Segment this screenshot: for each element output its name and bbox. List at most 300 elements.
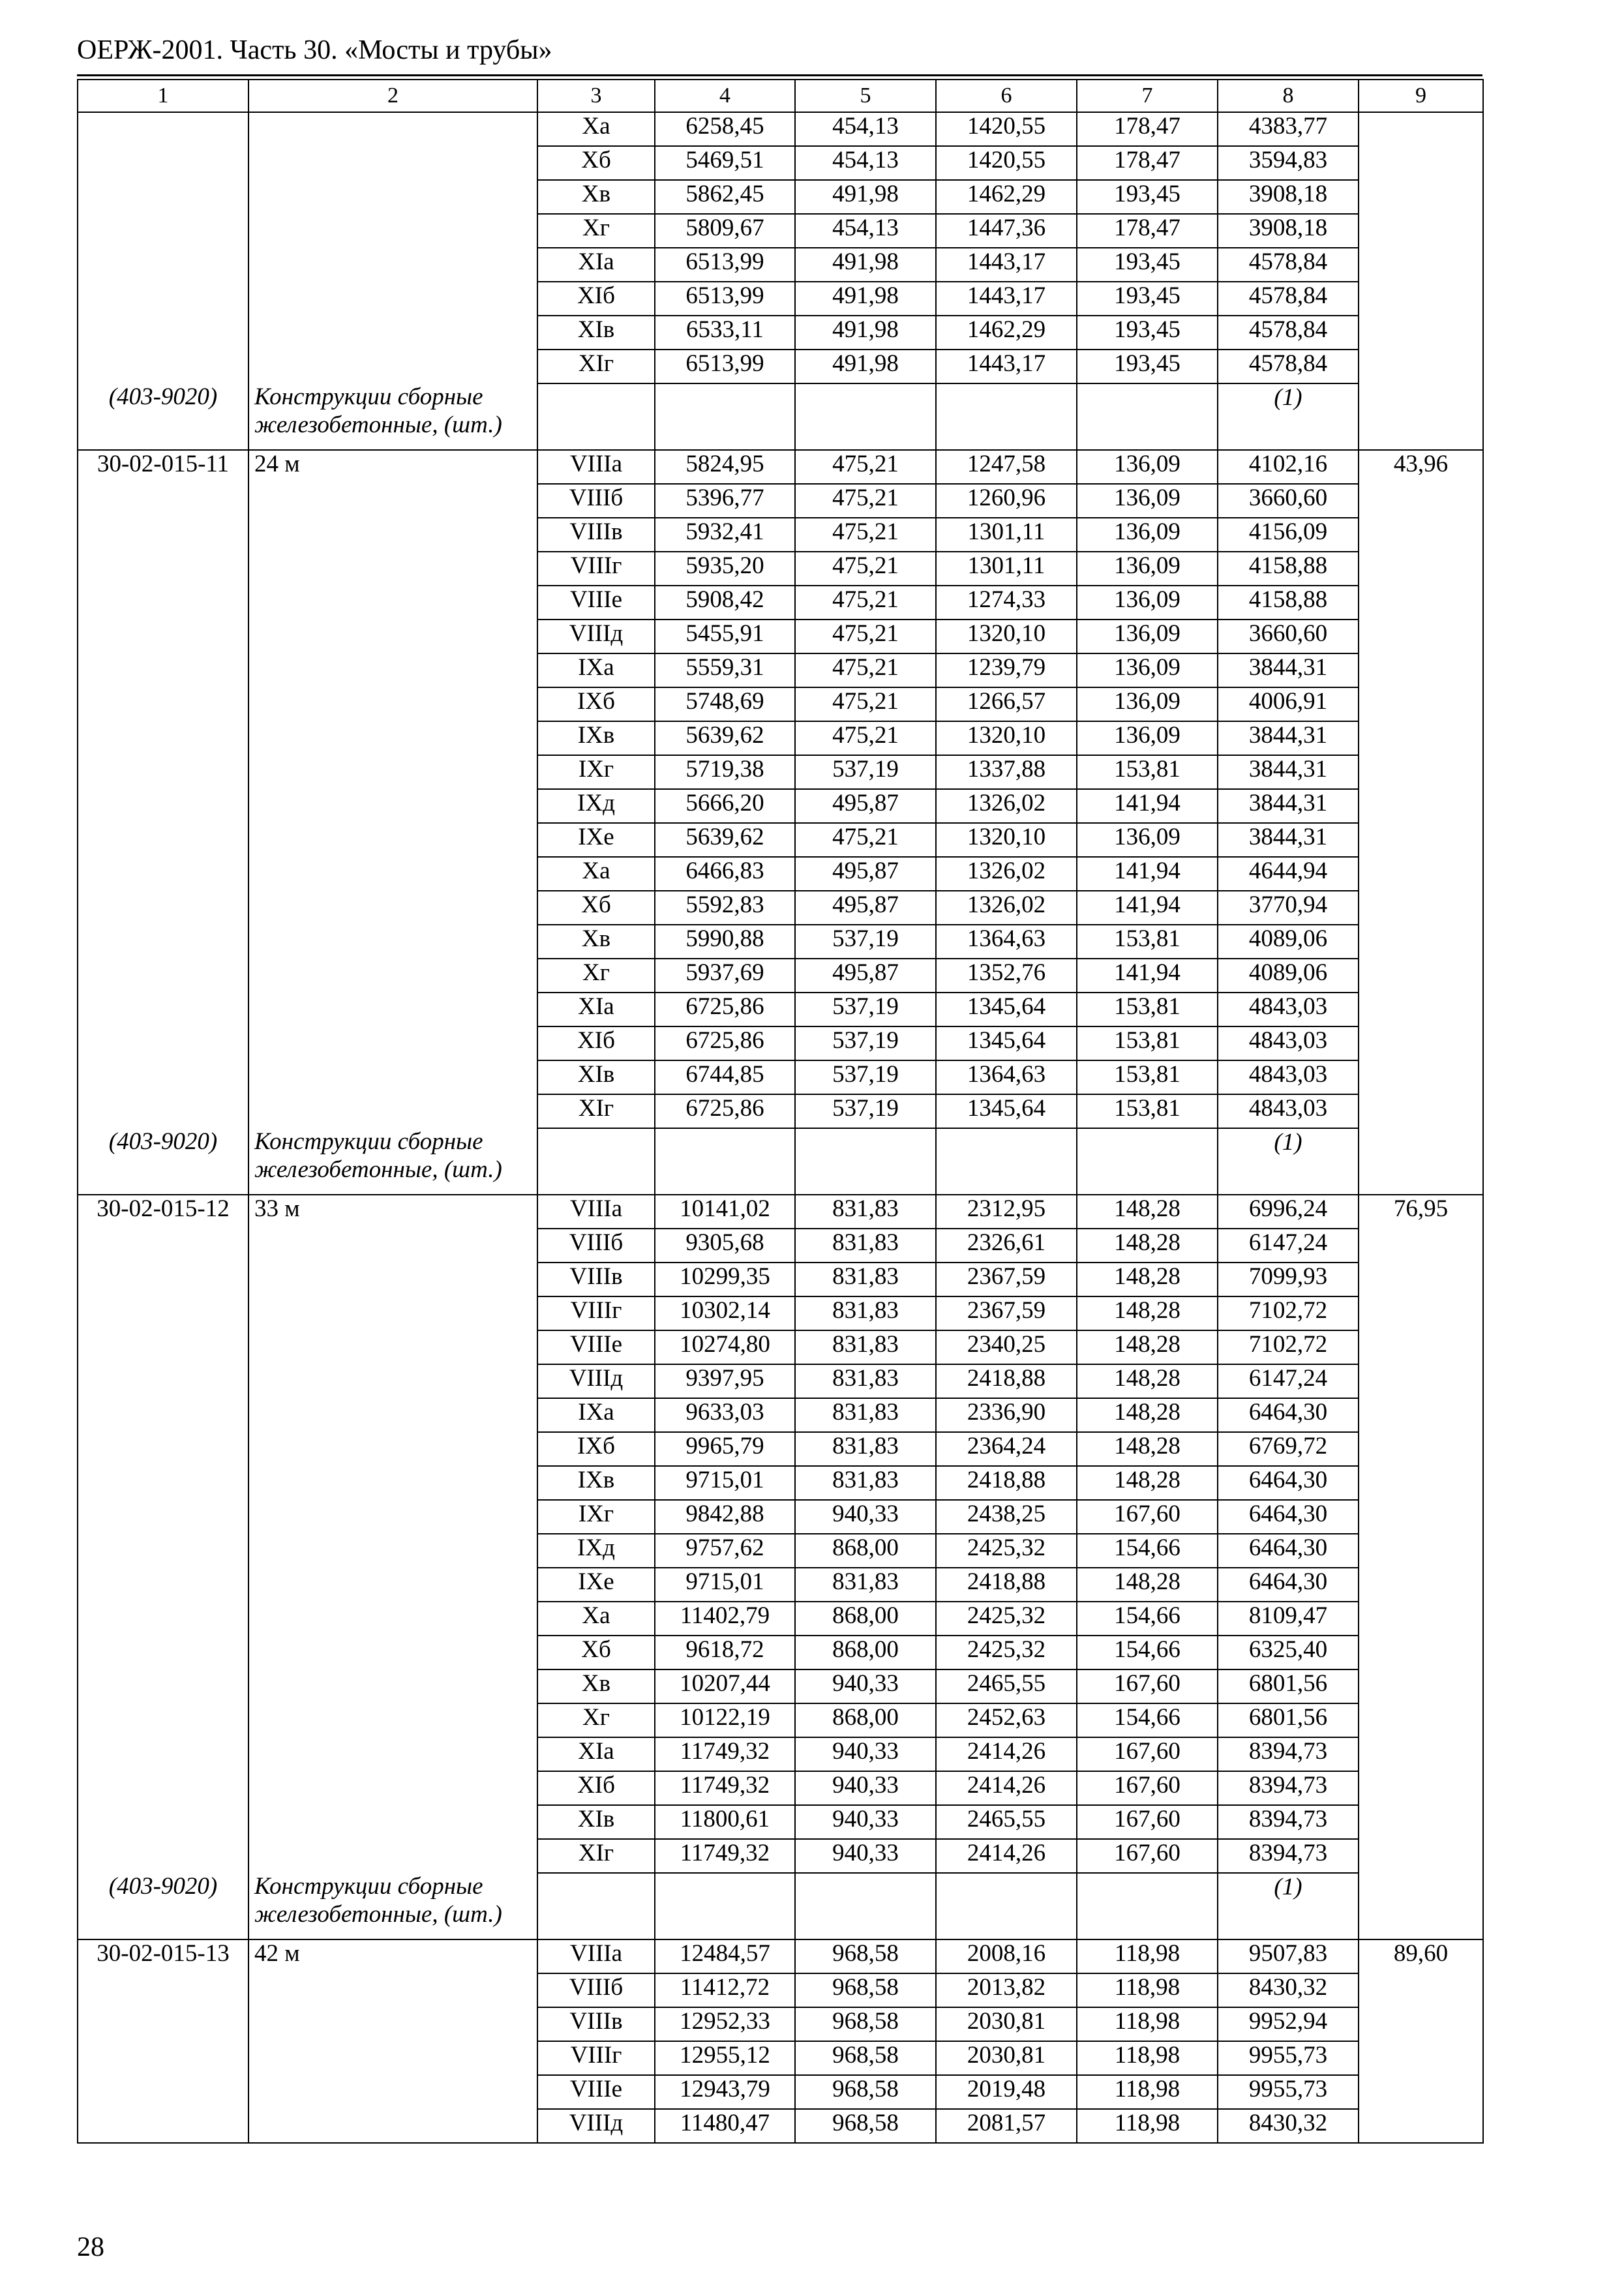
value-cell: 537,19	[795, 925, 936, 959]
value-cell: 4102,16	[1218, 450, 1359, 484]
column-number-cell: 1	[78, 80, 248, 112]
value-cell: 6513,99	[655, 282, 795, 316]
table-row	[78, 721, 1483, 755]
col9-cell	[1359, 1636, 1483, 1669]
col9-cell	[1359, 1805, 1483, 1839]
value-cell: 940,33	[795, 1737, 936, 1771]
value-cell: 2030,81	[936, 2007, 1077, 2041]
col9-cell	[1359, 2007, 1483, 2041]
empty-cell	[936, 1873, 1077, 1939]
rate-code-cell	[78, 1229, 248, 1263]
value-cell: 968,58	[795, 2007, 936, 2041]
empty-cell	[795, 383, 936, 450]
value-cell: 11749,32	[655, 1737, 795, 1771]
value-cell: 9618,72	[655, 1636, 795, 1669]
value-cell: IХг	[537, 755, 655, 789]
value-cell: ХIг	[537, 1839, 655, 1873]
value-cell: ХIа	[537, 1737, 655, 1771]
value-cell: 2336,90	[936, 1398, 1077, 1432]
value-cell: 4006,91	[1218, 687, 1359, 721]
value-cell: 1320,10	[936, 620, 1077, 653]
value-cell: 4578,84	[1218, 248, 1359, 282]
rate-name-cell	[248, 993, 537, 1026]
rate-name-cell	[248, 1636, 537, 1669]
value-cell: Хг	[537, 214, 655, 248]
rate-name-cell	[248, 1771, 537, 1805]
resource-qty-cell: (1)	[1218, 383, 1359, 450]
value-cell: 475,21	[795, 518, 936, 552]
value-cell: Хв	[537, 180, 655, 214]
value-cell: 6533,11	[655, 316, 795, 350]
table-row	[78, 1364, 1483, 1398]
rate-name-cell	[248, 925, 537, 959]
value-cell: 4578,84	[1218, 282, 1359, 316]
value-cell: 118,98	[1077, 2041, 1218, 2075]
rate-code-cell: 30-02-015-12	[78, 1195, 248, 1229]
col9-cell	[1359, 518, 1483, 552]
col9-cell	[1359, 925, 1483, 959]
col9-cell	[1359, 1973, 1483, 2007]
resource-qty-cell: (1)	[1218, 1128, 1359, 1195]
value-cell: 537,19	[795, 1060, 936, 1094]
col9-cell	[1359, 2109, 1483, 2143]
value-cell: 831,83	[795, 1364, 936, 1398]
value-cell: 12955,12	[655, 2041, 795, 2075]
value-cell: 193,45	[1077, 248, 1218, 282]
value-cell: VIIIд	[537, 2109, 655, 2143]
col9-cell	[1359, 1026, 1483, 1060]
value-cell: 2019,48	[936, 2075, 1077, 2109]
value-cell: 154,66	[1077, 1602, 1218, 1636]
value-cell: 940,33	[795, 1771, 936, 1805]
table-row	[78, 2109, 1483, 2143]
value-cell: 495,87	[795, 891, 936, 925]
col9-cell	[1359, 789, 1483, 823]
value-cell: 6513,99	[655, 350, 795, 383]
value-cell: 968,58	[795, 2109, 936, 2143]
value-cell: 12952,33	[655, 2007, 795, 2041]
col9-cell	[1359, 620, 1483, 653]
value-cell: 136,09	[1077, 552, 1218, 586]
value-cell: 193,45	[1077, 350, 1218, 383]
rate-name-cell	[248, 687, 537, 721]
rate-code-cell	[78, 1973, 248, 2007]
value-cell: 6996,24	[1218, 1195, 1359, 1229]
rate-name-cell	[248, 2109, 537, 2143]
col9-cell	[1359, 112, 1483, 146]
value-cell: VIIIб	[537, 484, 655, 518]
rates-table-container	[77, 79, 1482, 2144]
table-row	[78, 1330, 1483, 1364]
col9-cell	[1359, 1398, 1483, 1432]
value-cell: IХд	[537, 1534, 655, 1568]
value-cell: VIIIв	[537, 2007, 655, 2041]
column-number-cell: 5	[795, 80, 936, 112]
value-cell: 167,60	[1077, 1839, 1218, 1873]
value-cell: 1266,57	[936, 687, 1077, 721]
value-cell: 5862,45	[655, 180, 795, 214]
value-cell: 6769,72	[1218, 1432, 1359, 1466]
value-cell: 3844,31	[1218, 721, 1359, 755]
rate-name-cell	[248, 1398, 537, 1432]
value-cell: 537,19	[795, 1094, 936, 1128]
rate-name-cell	[248, 1094, 537, 1128]
value-cell: 148,28	[1077, 1229, 1218, 1263]
value-cell: 154,66	[1077, 1703, 1218, 1737]
value-cell: 148,28	[1077, 1466, 1218, 1500]
rate-name-cell	[248, 146, 537, 180]
table-row	[78, 450, 1483, 484]
rate-code-cell	[78, 2075, 248, 2109]
col9-cell	[1359, 823, 1483, 857]
value-cell: 1420,55	[936, 112, 1077, 146]
table-row	[78, 1703, 1483, 1737]
table-row	[78, 959, 1483, 993]
table-row	[78, 789, 1483, 823]
header-rule	[77, 74, 1482, 76]
value-cell: 454,13	[795, 214, 936, 248]
value-cell: 831,83	[795, 1432, 936, 1466]
rate-name-cell	[248, 620, 537, 653]
col9-cell	[1359, 755, 1483, 789]
value-cell: 2425,32	[936, 1602, 1077, 1636]
rate-code-cell	[78, 552, 248, 586]
value-cell: 193,45	[1077, 316, 1218, 350]
col9-cell	[1359, 1094, 1483, 1128]
value-cell: 118,98	[1077, 2007, 1218, 2041]
col9-cell	[1359, 959, 1483, 993]
value-cell: 2081,57	[936, 2109, 1077, 2143]
value-cell: 537,19	[795, 1026, 936, 1060]
value-cell: 475,21	[795, 586, 936, 620]
table-row	[78, 1636, 1483, 1669]
col9-cell	[1359, 214, 1483, 248]
value-cell: 5639,62	[655, 721, 795, 755]
value-cell: 6464,30	[1218, 1500, 1359, 1534]
value-cell: VIIIг	[537, 1296, 655, 1330]
value-cell: 2340,25	[936, 1330, 1077, 1364]
value-cell: 5559,31	[655, 653, 795, 687]
value-cell: 136,09	[1077, 653, 1218, 687]
col9-cell	[1359, 1703, 1483, 1737]
value-cell: 8394,73	[1218, 1805, 1359, 1839]
value-cell: 148,28	[1077, 1263, 1218, 1296]
value-cell: 9507,83	[1218, 1939, 1359, 1973]
value-cell: 2030,81	[936, 2041, 1077, 2075]
value-cell: ХIв	[537, 1060, 655, 1094]
value-cell: 6513,99	[655, 248, 795, 282]
value-cell: 154,66	[1077, 1534, 1218, 1568]
rate-code-cell	[78, 1839, 248, 1873]
value-cell: 475,21	[795, 721, 936, 755]
value-cell: 141,94	[1077, 959, 1218, 993]
value-cell: 6258,45	[655, 112, 795, 146]
col9-cell	[1359, 1128, 1483, 1195]
value-cell: 178,47	[1077, 112, 1218, 146]
value-cell: 7102,72	[1218, 1296, 1359, 1330]
rate-code-cell	[78, 1805, 248, 1839]
rate-code-cell	[78, 721, 248, 755]
value-cell: 1337,88	[936, 755, 1077, 789]
value-cell: 475,21	[795, 552, 936, 586]
value-cell: 153,81	[1077, 755, 1218, 789]
value-cell: VIIIд	[537, 1364, 655, 1398]
value-cell: 154,66	[1077, 1636, 1218, 1669]
value-cell: 491,98	[795, 180, 936, 214]
value-cell: VIIIб	[537, 1229, 655, 1263]
table-row	[78, 586, 1483, 620]
rate-code-cell	[78, 1703, 248, 1737]
rate-name-cell	[248, 857, 537, 891]
value-cell: ХIб	[537, 1026, 655, 1060]
resource-note-row	[78, 1873, 1483, 1939]
value-cell: 491,98	[795, 282, 936, 316]
value-cell: 1345,64	[936, 1094, 1077, 1128]
value-cell: IХв	[537, 721, 655, 755]
value-cell: 9305,68	[655, 1229, 795, 1263]
value-cell: 8394,73	[1218, 1771, 1359, 1805]
rate-code-cell	[78, 1060, 248, 1094]
value-cell: 1462,29	[936, 316, 1077, 350]
value-cell: 9965,79	[655, 1432, 795, 1466]
value-cell: IХб	[537, 1432, 655, 1466]
page-title: ОЕРЖ-2001. Часть 30. «Мосты и трубы»	[77, 35, 552, 65]
table-row	[78, 1195, 1483, 1229]
value-cell: 537,19	[795, 993, 936, 1026]
empty-cell	[936, 383, 1077, 450]
value-cell: 9633,03	[655, 1398, 795, 1432]
value-cell: VIIIг	[537, 2041, 655, 2075]
value-cell: VIIIд	[537, 620, 655, 653]
col9-cell	[1359, 1364, 1483, 1398]
rate-code-cell	[78, 1669, 248, 1703]
value-cell: 9952,94	[1218, 2007, 1359, 2041]
value-cell: 153,81	[1077, 1060, 1218, 1094]
value-cell: 1260,96	[936, 484, 1077, 518]
column-number-cell: 4	[655, 80, 795, 112]
value-cell: 3844,31	[1218, 755, 1359, 789]
table-row	[78, 1398, 1483, 1432]
value-cell: 4158,88	[1218, 586, 1359, 620]
table-row	[78, 857, 1483, 891]
rate-code-cell	[78, 586, 248, 620]
value-cell: ХIг	[537, 1094, 655, 1128]
value-cell: 2326,61	[936, 1229, 1077, 1263]
rate-name-cell	[248, 2075, 537, 2109]
rate-code-cell	[78, 789, 248, 823]
value-cell: 2364,24	[936, 1432, 1077, 1466]
value-cell: 1345,64	[936, 1026, 1077, 1060]
value-cell: 136,09	[1077, 687, 1218, 721]
value-cell: ХIа	[537, 993, 655, 1026]
value-cell: Хб	[537, 891, 655, 925]
value-cell: 495,87	[795, 857, 936, 891]
table-row	[78, 1771, 1483, 1805]
value-cell: 8394,73	[1218, 1839, 1359, 1873]
resource-code-cell: (403-9020)	[78, 1873, 248, 1939]
rate-name-cell	[248, 959, 537, 993]
value-cell: 1326,02	[936, 891, 1077, 925]
table-row	[78, 755, 1483, 789]
table-row	[78, 282, 1483, 316]
rate-code-cell	[78, 316, 248, 350]
rate-name-cell	[248, 1026, 537, 1060]
value-cell: Хг	[537, 1703, 655, 1737]
value-cell: 831,83	[795, 1229, 936, 1263]
value-cell: 2414,26	[936, 1737, 1077, 1771]
value-cell: IХа	[537, 1398, 655, 1432]
table-row	[78, 1263, 1483, 1296]
column-number-cell: 8	[1218, 80, 1359, 112]
rate-name-cell	[248, 653, 537, 687]
col9-cell	[1359, 1669, 1483, 1703]
empty-cell	[537, 1873, 655, 1939]
rate-code-cell	[78, 350, 248, 383]
table-row	[78, 552, 1483, 586]
value-cell: 5932,41	[655, 518, 795, 552]
rate-name-cell	[248, 789, 537, 823]
col9-cell: 89,60	[1359, 1939, 1483, 1973]
col9-cell	[1359, 1432, 1483, 1466]
rate-code-cell	[78, 1296, 248, 1330]
rate-name-cell	[248, 1330, 537, 1364]
rate-code-cell	[78, 214, 248, 248]
value-cell: 4644,94	[1218, 857, 1359, 891]
rate-code-cell	[78, 857, 248, 891]
value-cell: 118,98	[1077, 2075, 1218, 2109]
value-cell: VIIIв	[537, 518, 655, 552]
value-cell: 1364,63	[936, 925, 1077, 959]
value-cell: 9715,01	[655, 1466, 795, 1500]
rate-name-cell	[248, 2007, 537, 2041]
table-row	[78, 1026, 1483, 1060]
value-cell: 178,47	[1077, 146, 1218, 180]
rate-code-cell	[78, 823, 248, 857]
value-cell: 4089,06	[1218, 925, 1359, 959]
page-number: 28	[77, 2232, 104, 2262]
table-row	[78, 1939, 1483, 1973]
value-cell: 5824,95	[655, 450, 795, 484]
value-cell: 5937,69	[655, 959, 795, 993]
value-cell: 868,00	[795, 1534, 936, 1568]
value-cell: 3844,31	[1218, 789, 1359, 823]
rate-code-cell	[78, 1330, 248, 1364]
value-cell: 136,09	[1077, 620, 1218, 653]
value-cell: 5990,88	[655, 925, 795, 959]
empty-cell	[795, 1873, 936, 1939]
rate-code-cell	[78, 146, 248, 180]
value-cell: 10207,44	[655, 1669, 795, 1703]
value-cell: VIIIа	[537, 1195, 655, 1229]
rate-code-cell: 30-02-015-11	[78, 450, 248, 484]
rate-code-cell	[78, 755, 248, 789]
value-cell: 9757,62	[655, 1534, 795, 1568]
table-row	[78, 350, 1483, 383]
col9-cell	[1359, 2075, 1483, 2109]
empty-cell	[655, 1128, 795, 1195]
rate-name-cell	[248, 350, 537, 383]
value-cell: IХг	[537, 1500, 655, 1534]
value-cell: 4089,06	[1218, 959, 1359, 993]
rate-code-cell	[78, 248, 248, 282]
value-cell: 1247,58	[936, 450, 1077, 484]
rate-code-cell	[78, 891, 248, 925]
table-row	[78, 1737, 1483, 1771]
value-cell: 1320,10	[936, 823, 1077, 857]
value-cell: 148,28	[1077, 1296, 1218, 1330]
col9-cell	[1359, 1229, 1483, 1263]
value-cell: 868,00	[795, 1636, 936, 1669]
value-cell: 141,94	[1077, 857, 1218, 891]
col9-cell	[1359, 1500, 1483, 1534]
rate-code-cell	[78, 1364, 248, 1398]
empty-cell	[936, 1128, 1077, 1195]
value-cell: 454,13	[795, 146, 936, 180]
empty-cell	[655, 1873, 795, 1939]
value-cell: 153,81	[1077, 993, 1218, 1026]
value-cell: 11402,79	[655, 1602, 795, 1636]
table-row	[78, 1296, 1483, 1330]
col9-cell	[1359, 891, 1483, 925]
table-row	[78, 1805, 1483, 1839]
table-row	[78, 891, 1483, 925]
value-cell: 5469,51	[655, 146, 795, 180]
table-row	[78, 653, 1483, 687]
rate-code-cell	[78, 1500, 248, 1534]
value-cell: 148,28	[1077, 1568, 1218, 1602]
value-cell: 7102,72	[1218, 1330, 1359, 1364]
value-cell: 5809,67	[655, 214, 795, 248]
value-cell: 1443,17	[936, 248, 1077, 282]
rate-name-cell: 24 м	[248, 450, 537, 484]
table-row	[78, 214, 1483, 248]
resource-name-cell: Конструкции сборные железобетонные, (шт.)	[248, 1128, 537, 1195]
value-cell: 940,33	[795, 1839, 936, 1873]
value-cell: 167,60	[1077, 1771, 1218, 1805]
value-cell: 2008,16	[936, 1939, 1077, 1973]
value-cell: 167,60	[1077, 1500, 1218, 1534]
value-cell: 193,45	[1077, 180, 1218, 214]
table-row	[78, 1839, 1483, 1873]
rate-code-cell	[78, 518, 248, 552]
rate-code-cell	[78, 1771, 248, 1805]
value-cell: 10299,35	[655, 1263, 795, 1296]
value-cell: 8430,32	[1218, 2109, 1359, 2143]
table-row	[78, 1973, 1483, 2007]
value-cell: 6464,30	[1218, 1568, 1359, 1602]
value-cell: 3908,18	[1218, 214, 1359, 248]
value-cell: 831,83	[795, 1398, 936, 1432]
value-cell: 4843,03	[1218, 1060, 1359, 1094]
rate-name-cell: 42 м	[248, 1939, 537, 1973]
rate-name-cell	[248, 1703, 537, 1737]
rate-code-cell	[78, 1534, 248, 1568]
value-cell: 4843,03	[1218, 993, 1359, 1026]
rate-code-cell	[78, 2041, 248, 2075]
empty-cell	[537, 383, 655, 450]
value-cell: Хв	[537, 925, 655, 959]
value-cell: Ха	[537, 857, 655, 891]
table-body	[78, 80, 1483, 2143]
value-cell: 491,98	[795, 248, 936, 282]
rate-code-cell	[78, 925, 248, 959]
value-cell: 10302,14	[655, 1296, 795, 1330]
value-cell: 6325,40	[1218, 1636, 1359, 1669]
value-cell: 6725,86	[655, 1026, 795, 1060]
value-cell: 831,83	[795, 1195, 936, 1229]
value-cell: 2465,55	[936, 1669, 1077, 1703]
table-row	[78, 925, 1483, 959]
